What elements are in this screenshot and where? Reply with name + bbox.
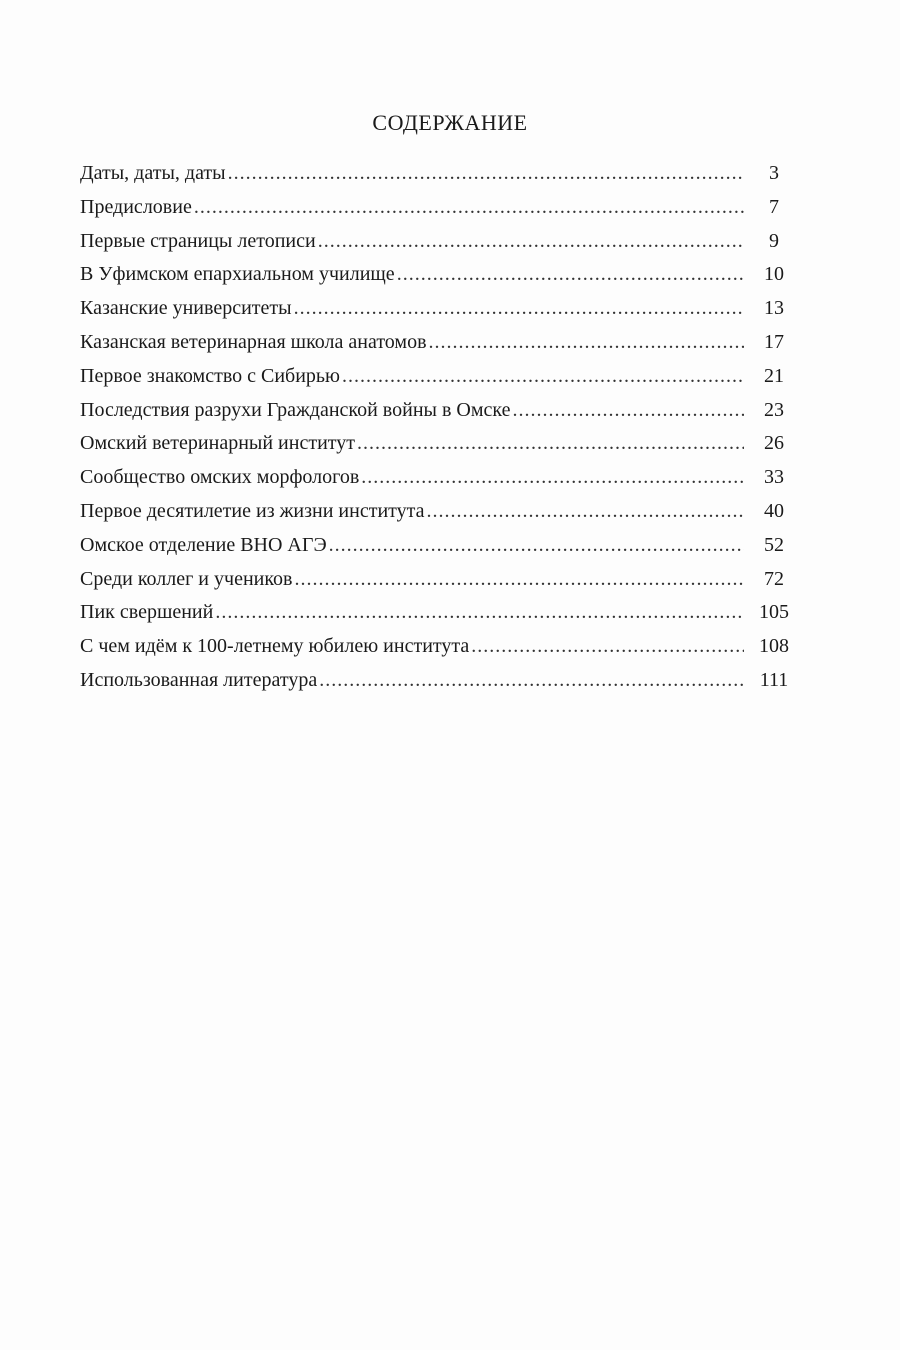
toc-leader-dots [215,601,744,624]
toc-entry [80,601,800,635]
toc-entry-page: 52 [764,533,784,556]
toc-entry-page: 13 [764,297,784,320]
toc-leader-dots [471,635,744,658]
toc-entry-page: 33 [764,466,784,489]
toc-leader-dots [294,297,744,320]
toc-entry [80,230,800,264]
toc-leader-dots [295,568,745,591]
toc-entry-label: Использованная литература [80,668,318,691]
toc-entry-label: Первое знакомство с Сибирью [80,364,340,387]
toc-entry-label: Предисловие [80,195,192,218]
toc-entry [80,466,800,500]
toc-title: СОДЕРЖАНИЕ [372,110,528,135]
toc-leader-dots [342,365,744,388]
toc-entry [80,162,800,196]
toc-entry-page: 3 [769,162,779,184]
toc-entry [80,399,800,433]
toc-leader-dots [329,534,744,557]
toc-entry-label: В Уфимском епархиальном училище [80,263,395,286]
toc-entry-label: Последствия разрухи Гражданской войны в Омске [80,398,511,421]
toc-leader-dots [357,432,744,455]
toc-entry [80,669,800,703]
toc-entry-page: 9 [769,229,779,252]
toc-entry-label: Первые страницы летописи [80,229,316,252]
toc-entry [80,196,800,230]
toc-leader-dots [228,162,744,185]
toc-entry [80,500,800,534]
toc-list [80,162,800,703]
toc-entry-page: 17 [764,330,784,353]
toc-entry [80,432,800,466]
toc-entry [80,365,800,399]
toc-entry-label: Даты, даты, даты [80,162,226,184]
toc-entry-page: 111 [759,668,789,691]
toc-leader-dots [427,500,745,523]
toc-entry [80,534,800,568]
toc-entry-label: Омский ветеринарный институт [80,432,355,455]
toc-entry-label: Сообщество омских морфологов [80,466,360,489]
toc-entry-label: Среди коллег и учеников [80,567,293,590]
toc-leader-dots [512,399,744,422]
toc-entry-label: Омское отделение ВНО АГЭ [80,533,327,556]
toc-leader-dots [429,331,744,354]
toc-leader-dots [194,196,744,219]
toc-entry [80,263,800,297]
toc-entry-page: 105 [759,601,789,624]
toc-entry-page: 7 [769,195,779,218]
toc-leader-dots [397,263,744,286]
toc-entry-label: Первое десятилетие из жизни института [80,499,425,522]
toc-entry-page: 108 [759,635,789,658]
toc-leader-dots [318,230,744,253]
toc-entry-label: С чем идём к 100-летнему юбилею института [80,635,470,658]
toc-entry [80,568,800,602]
toc-entry-page: 26 [764,432,784,455]
toc-entry-label: Пик свершений [80,601,214,624]
toc-entry-page: 10 [764,263,784,286]
toc-entry-label: Казанские университеты [80,297,292,320]
toc-entry [80,297,800,331]
toc-entry [80,635,800,669]
toc-leader-dots [319,669,744,692]
toc-entry [80,331,800,365]
toc-entry-label: Казанская ветеринарная школа анатомов [80,330,427,353]
toc-entry-page: 72 [764,567,784,590]
toc-entry-page: 21 [764,364,784,387]
toc-leader-dots [361,466,744,489]
toc-entry-page: 40 [764,499,784,522]
toc-entry-page: 23 [764,398,784,421]
